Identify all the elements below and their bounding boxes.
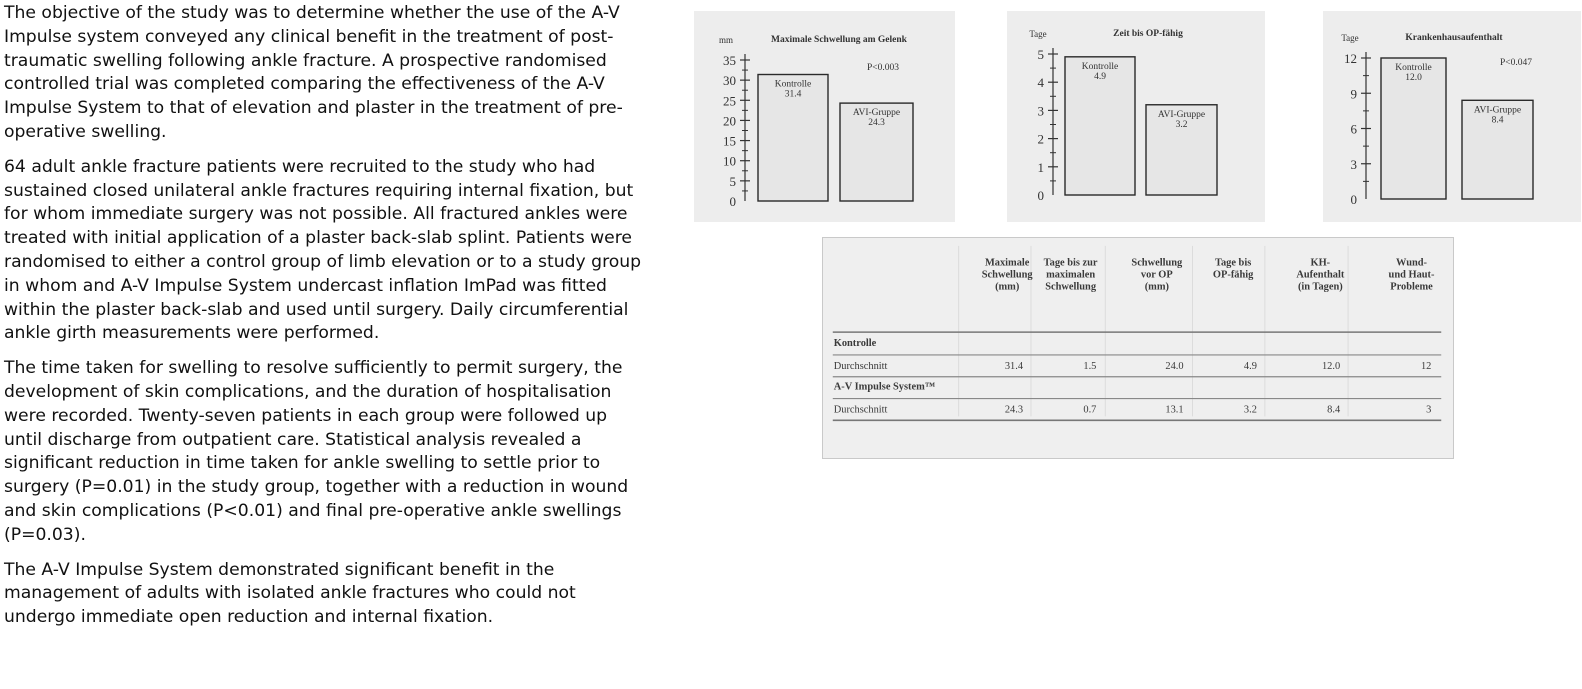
chart-max-swelling <box>694 11 955 222</box>
y-axis-unit-label: Tage <box>1029 29 1047 39</box>
p-value-annotation: P<0.047 <box>1499 58 1533 68</box>
table-cell: 8.4 <box>1327 404 1341 416</box>
bar-category-label: AVI-Gruppe <box>852 108 901 119</box>
y-tick-label: 5 <box>1037 47 1044 62</box>
table-cell: 4.9 <box>1243 360 1257 372</box>
y-tick-label: 0 <box>1037 188 1044 203</box>
chart-max-swelling-svg <box>694 11 955 222</box>
y-tick-label: 20 <box>723 113 736 129</box>
y-axis-unit-label: mm <box>718 35 734 45</box>
table-cell: 12 <box>1420 360 1432 372</box>
paragraph-objective: The objective of the study was to determine whether the use of the A-V Impulse system conveyed any clinical benefit in the treatment of post-traumatic swelling following ankle fracture. A prospective randomised controlled trial was completed comparing the effectiveness of the A-V Impulse System to that of elevation and plaster in the treatment of pre-operative swelling. <box>4 3 623 142</box>
table-cell: 0.7 <box>1083 404 1097 416</box>
y-tick-label: 4 <box>1037 75 1044 91</box>
paragraph-conclusion: The A-V Impulse System demonstrated significant benefit in the management of adults with isolated ankle fractures who could not undergo immediate open reduction and internal fixation. <box>4 559 576 628</box>
chart-title: Krankenhausaufenthalt <box>1405 33 1503 43</box>
table-cell: 13.1 <box>1165 404 1184 416</box>
bar-category-label: Kontrolle <box>1081 61 1119 72</box>
column-header-line: (mm) <box>995 281 1020 293</box>
y-tick-label: 0 <box>1350 192 1357 207</box>
column-header-line: Tage bis zur <box>1043 257 1098 269</box>
column-header-line: Probleme <box>1390 281 1433 293</box>
y-tick-label: 25 <box>723 93 736 109</box>
table-group-label: A-V Impulse System™ <box>833 381 936 393</box>
chart-hospital-stay <box>1323 11 1581 222</box>
y-tick-label: 35 <box>723 53 736 68</box>
y-tick-label: 9 <box>1350 86 1357 102</box>
column-header-line: Schwellung <box>981 269 1033 281</box>
table-cell: 3 <box>1426 404 1432 416</box>
table-cell: 24.0 <box>1165 360 1184 372</box>
paragraph-results: The time taken for swelling to resolve sufficiently to permit surgery, the development of skin complications, and the duration of hospitalisation were recorded. Twenty-seven patients in each group were followed up until discharge from outpatient care. Statistical analysis revealed a significant reduction in time taken for ankle swelling to settle prior to surgery (P=0.01) in the study group, together with a reduction in wound and skin complications (P<0.01) and final pre-operative ankle swellings (P=0.03). <box>4 358 629 545</box>
table-row-label: Durchschnitt <box>833 360 888 372</box>
y-tick-label: 0 <box>729 194 736 209</box>
y-tick-label: 6 <box>1350 121 1357 137</box>
y-tick-label: 10 <box>723 153 736 169</box>
column-header-line: KH- <box>1310 257 1331 269</box>
column-header-line: Schwellung <box>1045 281 1097 293</box>
table-row-label: Durchschnitt <box>833 404 888 416</box>
bar-value-label: 4.9 <box>1094 71 1106 82</box>
abstract-text <box>4 2 644 641</box>
table-cell: 1.5 <box>1083 360 1097 372</box>
chart-time-to-surgery <box>1007 11 1265 222</box>
table-cell: 24.3 <box>1004 404 1024 416</box>
bar-value-label: 31.4 <box>784 89 802 100</box>
bar-value-label: 3.2 <box>1175 119 1188 130</box>
column-header-line: maximalen <box>1046 269 1096 281</box>
table-group-label: Kontrolle <box>833 338 877 350</box>
table-cell: 12.0 <box>1321 360 1341 372</box>
column-header-line: Maximale <box>984 257 1030 269</box>
chart-time-to-surgery-svg <box>1007 11 1265 222</box>
column-header-line: OP-fähig <box>1212 269 1254 281</box>
column-header-line: Schwellung <box>1131 257 1183 269</box>
y-axis-unit-label: Tage <box>1341 33 1359 43</box>
column-header-line: (mm) <box>1144 281 1169 293</box>
y-tick-label: 3 <box>1037 103 1044 119</box>
chart-hospital-stay-svg <box>1323 11 1581 222</box>
paragraph-methods: 64 adult ankle fracture patients were recruited to the study who had sustained closed unilateral ankle fractures requiring internal fixation, but for whom immediate surgery was not possible. All fractured ankles were treated with initial application of a plaster back-slab splint. Patients were randomised to either a control group of limb elevation or to a study group in whom and A-V Impulse System undercast inflation ImPad was fitted within the plaster back-slab and used until surgery. Daily circumferential ankle girth measurements were performed. <box>4 156 642 344</box>
y-tick-label: 12 <box>1344 51 1357 66</box>
column-header-line: Aufenthalt <box>1296 269 1345 281</box>
bar-value-label: 24.3 <box>868 118 885 129</box>
bar-category-label: AVI-Gruppe <box>1473 105 1522 116</box>
column-header-line: Wund- <box>1396 257 1428 269</box>
bar-category-label: AVI-Gruppe <box>1157 109 1206 120</box>
bar-value-label: 12.0 <box>1405 73 1422 83</box>
table-cell: 3.2 <box>1243 404 1257 416</box>
chart-title: Maximale Schwellung am Gelenk <box>771 35 907 45</box>
table-cell: 31.4 <box>1004 360 1024 372</box>
summary-table-svg <box>823 238 1453 458</box>
p-value-annotation: P<0.003 <box>866 63 900 73</box>
y-tick-label: 15 <box>723 133 736 149</box>
chart-title: Zeit bis OP-fähig <box>1113 29 1183 39</box>
y-tick-label: 2 <box>1037 131 1044 147</box>
summary-table <box>822 237 1454 459</box>
column-header-line: vor OP <box>1140 269 1173 281</box>
y-tick-label: 30 <box>723 73 736 89</box>
bar-value-label: 8.4 <box>1491 115 1504 126</box>
y-tick-label: 1 <box>1037 159 1044 175</box>
column-header-line: Tage bis <box>1214 257 1252 269</box>
y-tick-label: 5 <box>729 173 736 189</box>
bar-category-label: Kontrolle <box>774 79 812 90</box>
column-header-line: (in Tagen) <box>1297 281 1343 293</box>
column-header-line: und Haut- <box>1388 269 1435 281</box>
y-tick-label: 3 <box>1350 156 1357 172</box>
bar-category-label: Kontrolle <box>1395 63 1432 73</box>
